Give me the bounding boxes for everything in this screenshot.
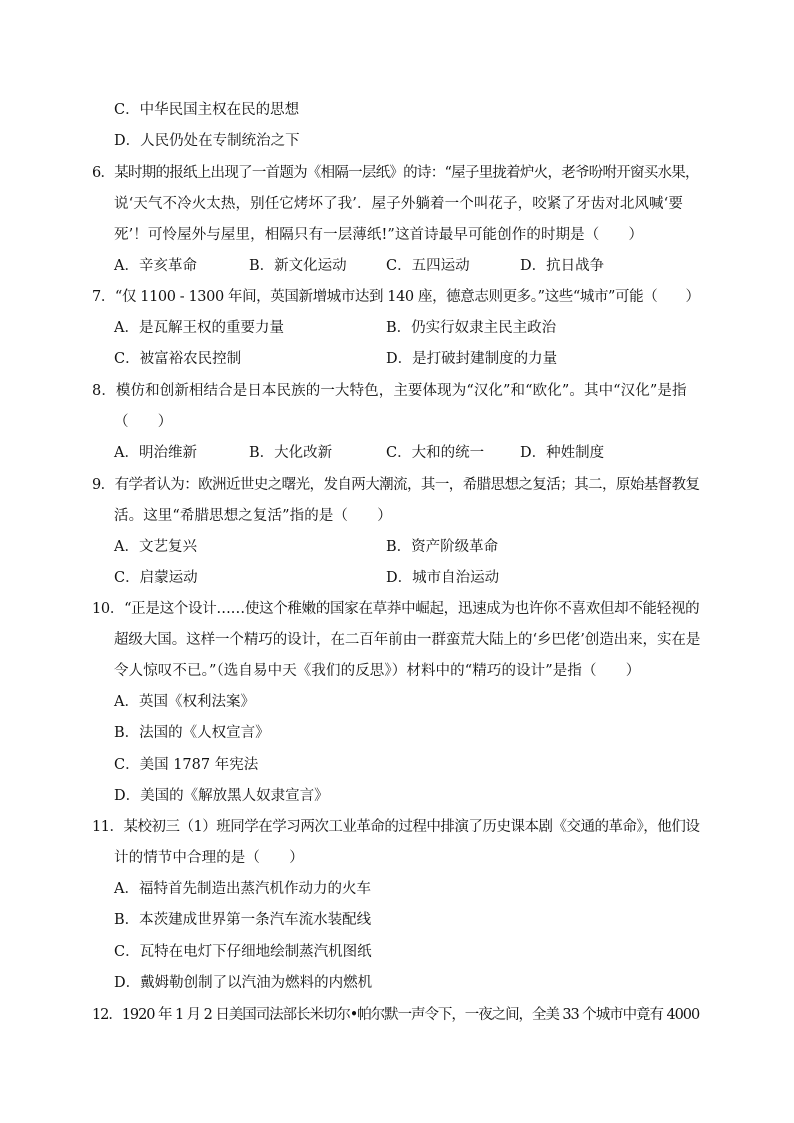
option-q11-c: C．瓦特在电灯下仔细地绘制蒸汽机图纸 (114, 944, 372, 960)
option-q10-c: C．美国 1787 年宪法 (114, 757, 259, 773)
question-8-stem-line-1: 8．模仿和创新相结合是日本民族的一大特色，主要体现为“汉化”和“欧化”。其中“汉化”是指 (92, 383, 687, 399)
option-q6-c: C．五四运动 (386, 258, 470, 274)
question-10-stem-line-1: 10．“正是这个设计……使这个稚嫩的国家在草莽中崛起，迅速成为也许你不喜欢但却不能轻视的 (92, 601, 700, 617)
option-q9-c: C．启蒙运动 (114, 570, 198, 586)
option-q11-b: B．本茨建成世界第一条汽车流水装配线 (114, 912, 372, 928)
option-q9-b: B．资产阶级革命 (386, 539, 499, 555)
option-q8-b: B．大化改新 (249, 445, 333, 461)
option-q9-a: A．文艺复兴 (114, 539, 197, 555)
question-10-stem-line-3: 令人惊叹不已。”（选自易中天《我们的反思》）材料中的“精巧的设计”是指（ ） (114, 663, 641, 679)
option-q5-d: D．人民仍处在专制统治之下 (114, 133, 300, 149)
question-7-stem-line-1: 7．“仅 1100 - 1300 年间，英国新增城市达到 140 座，德意志则更多。”这些“城市”可能（ ） (92, 289, 700, 305)
option-q6-d: D．抗日战争 (520, 258, 605, 274)
option-q8-a: A．明治维新 (114, 445, 197, 461)
question-6-stem-line-2: 说‘天气不冷火太热，别任它烤坏了我’．屋子外躺着一个叫花子，咬紧了牙齿对北风喊‘要 (114, 196, 683, 212)
option-q10-b: B．法国的《人权宣言》 (114, 725, 270, 741)
question-11-stem-line-2: 计的情节中合理的是（ ） (114, 850, 304, 866)
option-q6-b: B．新文化运动 (249, 258, 347, 274)
question-6-stem-line-1: 6．某时期的报纸上出现了一首题为《相隔一层纸》的诗：“屋子里拢着炉火，老爷吩咐开窗买水果， (92, 165, 699, 181)
option-q9-d: D．城市自治运动 (386, 570, 500, 586)
option-q7-d: D．是打破封建制度的力量 (386, 351, 558, 367)
option-q11-d: D．戴姆勒创制了以汽油为燃料的内燃机 (114, 975, 373, 991)
question-9-stem-line-2: 活。这里“希腊思想之复活”指的是（ ） (114, 508, 392, 524)
option-q7-c: C．被富裕农民控制 (114, 351, 242, 367)
option-q5-c: C．中华民国主权在民的思想 (114, 102, 300, 118)
option-q7-a: A．是瓦解王权的重要力量 (114, 320, 284, 336)
option-q8-d: D．种姓制度 (520, 445, 605, 461)
option-q10-d: D．美国的《解放黑人奴隶宣言》 (114, 788, 329, 804)
option-q10-a: A．英国《权利法案》 (114, 694, 255, 710)
question-9-stem-line-1: 9．有学者认为：欧洲近世史之曙光，发自两大潮流，其一，希腊思想之复活；其二，原始基督教复 (92, 477, 700, 493)
question-10-stem-line-2: 超级大国。这样一个精巧的设计，在二百年前由一群蛮荒大陆上的‘乡巴佬’创造出来，实在是 (114, 632, 701, 648)
option-q7-b: B．仍实行奴隶主民主政治 (386, 320, 557, 336)
option-q8-c: C．大和的统一 (386, 445, 485, 461)
option-q6-a: A．辛亥革命 (114, 258, 197, 274)
question-11-stem-line-1: 11．某校初三（1）班同学在学习两次工业革命的过程中排演了历史课本剧《交通的革命》，他们设 (92, 819, 700, 835)
question-8-stem-line-2: （ ） (114, 414, 173, 430)
question-6-stem-line-3: 死’！可怜屋外与屋里，相隔只有一层薄纸!”这首诗最早可能创作的时期是（ ） (114, 227, 644, 243)
option-q11-a: A．福特首先制造出蒸汽机作动力的火车 (114, 881, 371, 897)
question-12-stem-line-1: 12．1920 年 1 月 2 日美国司法部长米切尔•帕尔默一声令下，一夜之间，全美 33 个城市中竟有 4000 (92, 1007, 700, 1023)
